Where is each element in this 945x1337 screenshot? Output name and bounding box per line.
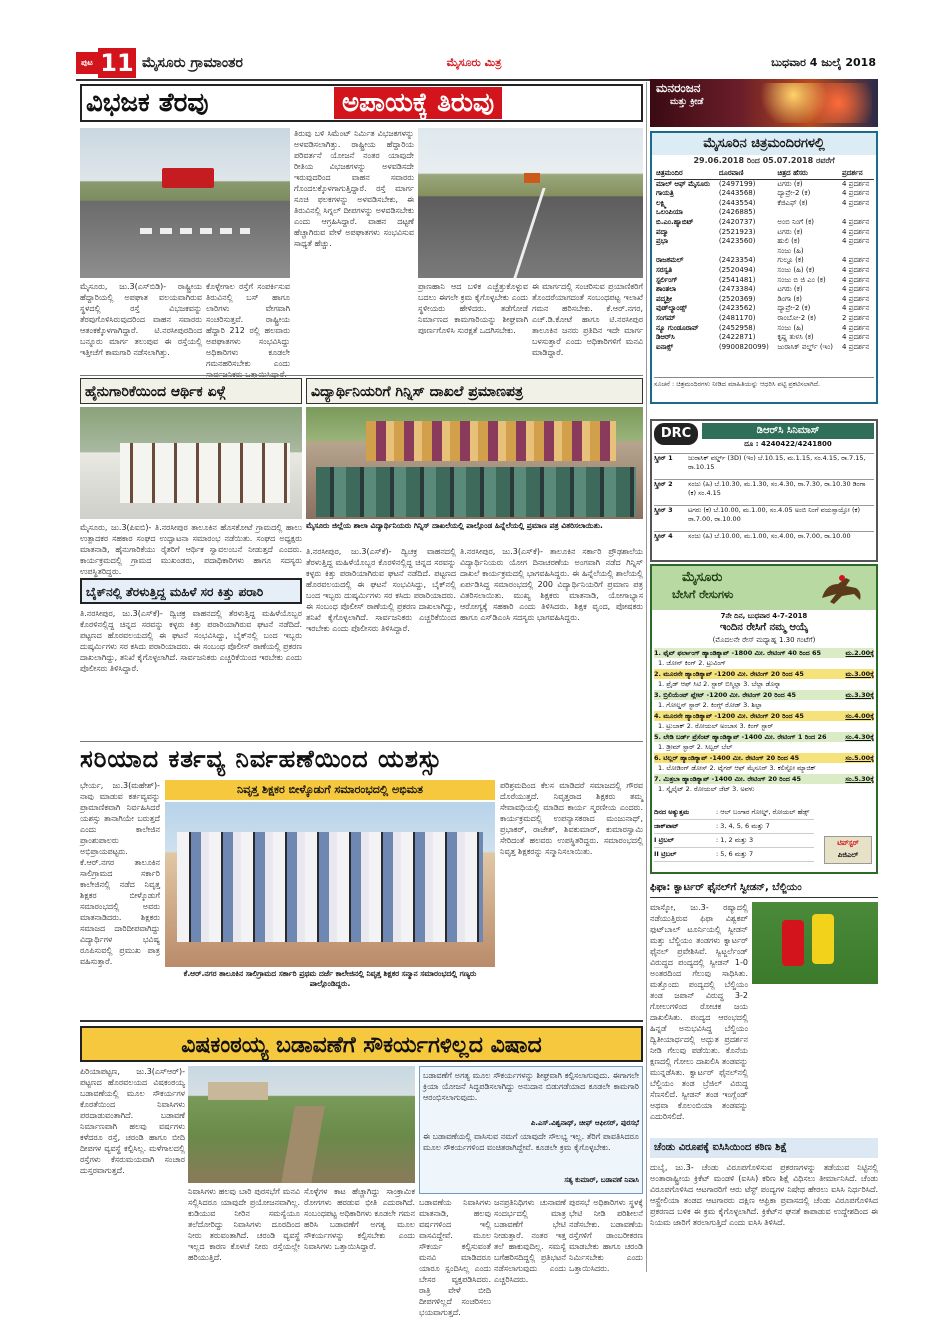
layout-col-2: ನಿವಾಸಿಗಳು ಹಲವು ಬಾರಿ ಪುರಸಭೆಗೆ ಮನವಿ ಸಲ್ಲಿಸಿದರೂ ಯಾವುದೇ ಪ್ರಯೋಜನವಾಗಿಲ್ಲ. ಕುಡಿಯುವ ನೀರಿನ ಸಮಸ್ಯೆಯೂ ತಲೆದೋರಿದ್ದು ನಿವಾಸಿಗಳು ದೂರದಿಂದ ನೀರು ತರುವಂತಾಗಿದೆ. ಚರಂಡಿ ವ್ಯವಸ್ಥೆ ಇಲ್ಲದ ಕಾರಣ ಕೊಳಚೆ ನೀರು ರಸ್ತೆಯಲ್ಲೇ ಹರಿಯುತ್ತಿದೆ. [188,1187,300,1262]
cinema-cell: 4 ಪ್ರದರ್ಶನ [841,304,870,313]
masthead: ಮೈಸೂರು ಮಿತ್ರ [446,56,502,69]
race-picks: 1. ಪ್ರೈಡ್ ಆಫ್ ಸಿಟಿ 2. ಸ್ಟಾರ್ ಬಿಸ್ಮಿಲ್ಲಾ 3. ಬೆಲ್ಲಾ ಡೊನ್ನಾ [658,680,781,688]
horticulture-photo [80,407,302,519]
cinema-row [654,179,874,189]
cinema-cell: (2423354) [718,256,756,265]
cinema-cell: (2423562) [718,304,756,313]
drc-screen-shows: ಸಂಜು (ಹಿ) ಬೆ.10.00, ಮ.1.00, ಸಂ.4.00, ರಾ.7.00, ರಾ.10.00 [688,532,851,540]
cinema-row [654,276,874,286]
race-entry [654,774,874,795]
cinema-row [654,228,874,238]
cinema-cell: ನ್ಯೂ ಗುಂಡೂರಾವ್ [656,323,699,332]
banner-stage-lights [760,83,872,123]
duty-photo [165,802,495,967]
race-summary-label: II ಟ್ರಿಬಲ್ [654,850,677,858]
race-picks: 1. ಲೋಡಿಂಗ್ ಡೋಸ್ 2. ಟೈಗರ್ ಆಫ್ ಮೈಸೂರ್ 3. ಕಲಿಸ್ಟೋ ಮ್ಯಾಜಿಕ್ [658,764,816,772]
races-subtitle: ಇಂದಿನ ರೇಸಿಗೆ ನಮ್ಮ ಆಯ್ಕೆ [719,622,809,633]
races-day: 7ನೇ ದಿನ, ಬುಧವಾರ 4-7-2018 [720,612,808,620]
duty-caption: ಕೆ.ಆರ್.ನಗರ ತಾಲೂಕಿನ ಸಾಲಿಗ್ರಾಮದ ಸರ್ಕಾರಿ ಪ್ರಥಮ ದರ್ಜೆ ಕಾಲೇಜಿನಲ್ಲಿ ನಿವೃತ್ತ ಶಿಕ್ಷಕರ ಸನ್ಮಾನ ಸಮಾರಂಭದಲ್ಲಿ ಗಣ್ಯರು ಪಾಲ್ಗೊಂಡಿದ್ದರು. [183,969,477,988]
horse-icon [816,570,868,606]
race-title: 7. ಮಿತ್ರಬಾ ಹ್ಯಾಂಡಿಕ್ಯಾಪ್ -1400 ಮೀ. ರೇಟಿಂಗ್ 20 ರಿಂದ 45 [654,775,802,783]
cinema-row [654,218,874,228]
race-entry [654,669,874,690]
layout-quote-2: ಈ ಬಡಾವಣೆಯಲ್ಲಿ ವಾಸಿಸುವ ನಮಗೆ ಯಾವುದೇ ಸೌಲಭ್ಯ ಇಲ್ಲ. ತೆರಿಗೆ ಪಾವತಿಸಿದರೂ ಮೂಲ ಸೌಕರ್ಯಗಳಿಂದ ವಂಚಿತರಾಗಿದ್ದೇವೆ. ಕೂಡಲೇ ಕ್ರಮ ಕೈಗೊಳ್ಳಬೇಕು. [423,1132,639,1152]
cinema-row [654,247,874,257]
race-time: ಸಂ.4.00ಕ್ಕೆ [845,712,874,720]
tipster-name: ಪಿಜಿಎಲ್ [837,851,859,859]
races-list [654,648,874,798]
cinema-cell: ರಾಂಬೋ-2 (ಕ) [777,313,817,322]
race-title: 6. ಟಿಲ್ಲರ್ ಹ್ಯಾಂಡಿಕ್ಯಾಪ್ -1400 ಮೀ. ರೇಟಿಂಗ್ 20 ರಿಂದ 45 [654,754,800,762]
cinema-cell: 4 ಪ್ರದರ್ಶನ [841,227,870,236]
cinema-cell: 2 ಪ್ರದರ್ಶನ [841,313,870,322]
cinema-cell: 4 ಪ್ರದರ್ಶನ [841,275,870,284]
football-photo [752,902,878,984]
cinema-table-header [654,169,874,179]
duty-body-right: ಪರಿಶ್ರಮದಿಂದ ಕೆಲಸ ಮಾಡಿದರೆ ಸಮಾಜದಲ್ಲಿ ಗೌರವ ದೊರೆಯುತ್ತದೆ. ನಿವೃತ್ತರಾದ ಶಿಕ್ಷಕರು ತಮ್ಮ ಸೇವಾವಧಿಯಲ್ಲಿ ಮಾಡಿದ ಕಾರ್ಯ ಸ್ಮರಣೀಯ ಎಂದರು. ಕಾರ್ಯಕ್ರಮದಲ್ಲಿ ಉಪನ್ಯಾಸಕರಾದ ಮಂಜುನಾಥ್, ಪ್ರಭಾಕರ್, ರಾಜೇಶ್, ಶಿವಕುಮಾರ್, ಕುಮಾರಸ್ವಾಮಿ ಸೇರಿದಂತೆ ಹಲವರು ಉಪಸ್ಥಿತರಿದ್ದರು. ಸಮಾರಂಭದಲ್ಲಿ ನಿವೃತ್ತ ಶಿಕ್ಷಕರನ್ನು ಸನ್ಮಾನಿಸಲಾಯಿತು. [500,781,643,856]
guinness-photo [306,407,643,519]
lead-headline-part2: ಅಪಾಯಕ್ಕೆ ತಿರುವು [334,87,502,119]
cinema-cell: (2473384) [718,285,756,294]
banner-subtitle: ಮತ್ತು ಕ್ರೀಡೆ [670,97,704,107]
layout-col-5: ಜನಪ್ರತಿನಿಧಿಗಳು ಚುನಾವಣೆ ಸಂದರ್ಭದಲ್ಲಿ ಮಾತ್ರ ಬಡಾವಣೆಗೆ ಭೇಟಿ ನೀಡುತ್ತಾರೆ. ನಂತರ ಇತ್ತ ತಲೆ ಹಾಕುವುದಿಲ್ಲ. ಸಮಸ್ಯೆ ಬಗೆಹರಿಸದಿದ್ದಲ್ಲಿ ಪ್ರತಿಭಟನೆ ನಡೆಸಲಾಗುವುದು ಎಂದು ಎಚ್ಚರಿಸಿದರು. [494,1198,566,1284]
race-header [654,690,874,700]
cinema-cell: ಗಾಯತ್ರಿ [656,189,674,198]
layout-quote-box [419,1066,643,1194]
races-summary [654,806,814,868]
cinema-cell: ಹುಲಿ (ಕ) [777,237,800,246]
race-time: ಸಂ.5.30ಕ್ಕೆ [845,775,874,783]
football-body: ಮಾಸ್ಕೋ, ಜು.3- ರಷ್ಯಾದಲ್ಲಿ ನಡೆಯುತ್ತಿರುವ ಫಿಫಾ ವಿಶ್ವಕಪ್ ಫುಟ್‌ಬಾಲ್ ಟೂರ್ನಿಯಲ್ಲಿ ಸ್ವೀಡನ್ ಮತ್ತು ಬೆಲ್ಜಿಯಂ ತಂಡಗಳು ಕ್ವಾರ್ಟರ್ ಫೈನಲ್ ಪ್ರವೇಶಿಸಿವೆ. ಸ್ವಿಟ್ಜರ್ಲೆಂಡ್ ವಿರುದ್ಧದ ಪಂದ್ಯದಲ್ಲಿ ಸ್ವೀಡನ್ 1-0 ಅಂತರದಿಂದ ಗೆಲುವು ಸಾಧಿಸಿತು. ಮತ್ತೊಂದು ಪಂದ್ಯದಲ್ಲಿ ಬೆಲ್ಜಿಯಂ ತಂಡ ಜಪಾನ್ ವಿರುದ್ಧ 3-2 ಗೋಲುಗಳಿಂದ ರೋಚಕ ಜಯ ದಾಖಲಿಸಿತು. ಪಂದ್ಯದ ಆರಂಭದಲ್ಲಿ ಹಿನ್ನಡೆ ಅನುಭವಿಸಿದ್ದ ಬೆಲ್ಜಿಯಂ ದ್ವಿತೀಯಾರ್ಧದಲ್ಲಿ ಅದ್ಭುತ ಪ್ರದರ್ಶನ ನೀಡಿ ಗೆಲುವು ಪಡೆಯಿತು. ಕೊನೆಯ ಕ್ಷಣದಲ್ಲಿ ಗೋಲು ದಾಖಲಿಸಿ ತಂಡವನ್ನು ಮುನ್ನಡೆಸಿತು. ಕ್ವಾರ್ಟರ್ ಫೈನಲ್‌ನಲ್ಲಿ ಬೆಲ್ಜಿಯಂ ತಂಡ ಬ್ರೆಜಿಲ್ ವಿರುದ್ಧ ಸೆಣಸಲಿದೆ. ಸ್ವೀಡನ್ ತಂಡ ಇಂಗ್ಲೆಂಡ್ ಅಥವಾ ಕೊಲಂಬಿಯಾ ತಂಡವನ್ನು ಎದುರಿಸಲಿದೆ. [650,903,748,1121]
drc-screen-row [654,531,874,557]
race-header [654,774,874,784]
cinema-cell: (2426885) [718,208,756,217]
race-picks: 1. ಗೋಲ್ಡನ್ ಸ್ಟಾರ್ 2. ಕಿಂಗ್ಸ್ ರೋಡ್ 3. ಶಿಲ್ಪಾ [658,701,762,709]
cinema-cell: (2423560) [718,237,756,246]
race-summary-label: ಜಾಕ್‌ಪಾಟ್ [654,822,679,830]
cinema-cell: ಕೃಷ್ಣ ತುಳಸಿ (ಕ) [777,333,814,342]
race-header [654,753,874,763]
cinema-table [654,169,874,352]
cinema-cell: (2497199) [718,179,756,188]
layout-headline: ವಿಷಕಂಠಯ್ಯ ಬಡಾವಣೆಗೆ ಸೌಕರ್ಯಗಳಿಲ್ಲದ ವಿಷಾದ [80,1026,643,1062]
rule-duty-bottom [80,1020,643,1022]
drc-screen-label: ಸ್ಕ್ರೀನ್ 1 [654,454,673,462]
drc-title: ಡಿಆರ್‌ಸಿ ಸಿನಿಮಾಸ್ [702,423,874,439]
race-time: ಮ.2.00ಕ್ಕೆ [845,649,874,657]
race-entry [654,690,874,711]
guinness-body: ತಿ.ನರಸೀಪುರ, ಜು.3(ಎಸ್‌ಕೆ)- ತಾಲೂಕಿನ ಸರ್ಕಾರಿ ಪ್ರೌಢಶಾಲೆಯ ವಿದ್ಯಾರ್ಥಿನಿಯರು ಯೋಗ ದಿನಾಚರಣೆಯ ಅಂಗವಾಗಿ ನಡೆದ ಗಿನ್ನಿಸ್ ದಾಖಲೆ ಕಾರ್ಯಕ್ರಮದಲ್ಲಿ ಭಾಗವಹಿಸಿದ್ದರು. ಈ ಹಿನ್ನೆಲೆಯಲ್ಲಿ ಶಾಲೆಯಲ್ಲಿ ಏರ್ಪಡಿಸಿದ್ದ ಸಮಾರಂಭದಲ್ಲಿ 200 ವಿದ್ಯಾರ್ಥಿನಿಯರಿಗೆ ಪ್ರಮಾಣ ಪತ್ರ ವಿತರಿಸಲಾಯಿತು. ಮುಖ್ಯ ಶಿಕ್ಷಕರು ಮಾತನಾಡಿ, ಯೋಗಾಭ್ಯಾಸ ಆರೋಗ್ಯಕ್ಕೆ ಸಹಕಾರಿ ಎಂದು ತಿಳಿಸಿದರು. ಶಿಕ್ಷಕ ವೃಂದ, ಪೋಷಕರು ಹಾಗೂ ಎಸ್‌ಡಿಎಂಸಿ ಸದಸ್ಯರು ಭಾಗವಹಿಸಿದ್ದರು. [460,547,643,622]
cinema-cell: (2443554) [718,198,756,207]
cinema-cell: ಲಕ್ಷ್ಮಿ [656,198,667,207]
cinema-cell [840,247,874,257]
race-entry [654,648,874,669]
cinema-cell [717,247,776,257]
cinema-cell: 4 ಪ್ರದರ್ಶನ [841,179,870,188]
layout-col-4: ಬಡಾವಣೆಯ ನಿವಾಸಿಗಳು ಮಾತನಾಡಿ, ಹಲವು ವರ್ಷಗಳಿಂದ ಇಲ್ಲಿ ವಾಸವಿದ್ದೇವೆ. ಮೂಲ ಸೌಕರ್ಯ ಕಲ್ಪಿಸುವಂತೆ ಮನವಿ ಮಾಡಿದರೂ ಯಾರೂ ಸ್ಪಂದಿಸಿಲ್ಲ ಎಂದು ಬೇಸರ ವ್ಯಕ್ತಪಡಿಸಿದರು. ರಾತ್ರಿ ವೇಳೆ ಬೀದಿ ದೀಪಗಳಿಲ್ಲದೆ ಸಂಚರಿಸಲು ಭಯವಾಗುತ್ತದೆ. [419,1198,491,1317]
cinema-cell: 4 ಪ್ರದರ್ಶನ [841,198,870,207]
cinema-cell: ಸಂಜು (ಹಿ) [777,246,804,255]
cinema-cell: ಸರಸ್ವತಿ [656,265,673,274]
cinema-cell: ಪ್ರಭಾ [656,237,669,246]
cinema-row [654,199,874,209]
drc-screen-shows: ಟಗರು (ಕ) ಬೆ.10.00, ಮ.1.00, ಸಂ.4.05 ಅಂಬಿ ನಿಂಗೆ ವಯಸ್ಸಾಯ್ತೋ (ಕ) ರಾ.7.00, ರಾ.10.00 [688,506,860,523]
cinema-cell: ಕೆಜಿಎಫ್ (ಕ) [777,198,808,207]
cinema-note: ಸೂಚನೆ : ಚಿತ್ರಮಂದಿರಗಳು ನೀಡಿದ ಮಾಹಿತಿಯನ್ನು ಆಧರಿಸಿ ಪಟ್ಟಿ ಪ್ರಕಟಿಸಲಾಗಿದೆ. [654,377,874,401]
building-shape [208,1082,268,1100]
race-summary-row [654,806,814,820]
cinema-cell: 4 ಪ್ರದರ್ಶನ [841,217,870,226]
ball-body: ದುಬೈ, ಜು.3- ಚೆಂಡು ವಿರೂಪಗೊಳಿಸುವ ಪ್ರಕರಣಗಳನ್ನು ತಡೆಯುವ ನಿಟ್ಟಿನಲ್ಲಿ ಅಂತಾರಾಷ್ಟ್ರೀಯ ಕ್ರಿಕೆಟ್ ಮಂಡಳಿ (ಐಸಿಸಿ) ಕಠಿಣ ಶಿಕ್ಷೆ ವಿಧಿಸಲು ತೀರ್ಮಾನಿಸಿದೆ. ಚೆಂಡು ವಿರೂಪಗೊಳಿಸಿದ ಆಟಗಾರರಿಗೆ ಆರು ಟೆಸ್ಟ್ ಪಂದ್ಯಗಳ ನಿಷೇಧ ಹೇರಲು ಐಸಿಸಿ ನಿರ್ಧರಿಸಿದೆ. ಆಸ್ಟ್ರೇಲಿಯಾ ತಂಡದ ಆಟಗಾರರು ದಕ್ಷಿಣ ಆಫ್ರಿಕಾ ಪ್ರವಾಸದಲ್ಲಿ ಚೆಂಡು ವಿರೂಪಗೊಳಿಸಿದ ಪ್ರಕರಣದ ಬಳಿಕ ಈ ಕ್ರಮ ಕೈಗೊಳ್ಳಲಾಗಿದೆ. ಕ್ರಿಕೆಟ್‌ನ ಘನತೆ ಕಾಪಾಡುವ ಉದ್ದೇಶದಿಂದ ಈ ನಿಯಮ ಜಾರಿಗೆ ತರಲಾಗುತ್ತಿದೆ ಎಂದು ಐಸಿಸಿ ತಿಳಿಸಿದೆ. [650,1163,878,1227]
layout-photo [188,1066,415,1183]
cinema-cell: ಸಂಜು (ಹಿ) [777,323,804,332]
lead-para-2: ಕೊಳ್ಳೇಗಾಲ ರಸ್ತೆಗೆ ಸಂಪರ್ಕಿಸುವ ತಿರುವಿನಲ್ಲಿ ಬಸ್ ಹಾಗೂ ಲಾರಿಗಳು ವೇಗವಾಗಿ ಸಂಚರಿಸುತ್ತವೆ. ರಾಷ್ಟ್ರೀಯ ಹೆದ್ದಾರಿ 212 ರಲ್ಲಿ ಹಲವಾರು ಅಪಘಾತಗಳು ಸಂಭವಿಸಿದ್ದು ಅಧಿಕಾರಿಗಳು ಕೂಡಲೇ ಗಮನಹರಿಸಬೇಕು ಎಂದು [206,282,290,368]
cinema-row [654,304,874,314]
cinema-cell: ಐನಾಕ್ಸ್ [656,342,673,351]
layout-col-6: ಪುರಸಭೆ ಅಧಿಕಾರಿಗಳು ಸ್ಥಳಕ್ಕೆ ಭೇಟಿ ನೀಡಿ ಪರಿಶೀಲನೆ ನಡೆಸಬೇಕು. ಬಡಾವಣೆಯ ರಸ್ತೆಗಳಿಗೆ ಡಾಂಬರೀಕರಣ ಮಾಡಬೇಕು ಹಾಗೂ ಚರಂಡಿ ನಿರ್ಮಿಸಬೇಕು ಎಂದು ಒತ್ತಾಯಿಸಿದರು. [569,1198,643,1273]
cinema-cell: (2452958) [718,323,756,332]
race-picks: 1. ಟ್ರುಬಾಕ್ 2. ರೋಯಲ್ ಅಂಬಾಸ 3. ಕಿಂಗ್ ಸ್ಟಾರ್ [658,722,774,730]
cinema-row [654,314,874,324]
race-title: 5. ಲೇಡಿ ಬರ್ಡ್ ಪ್ರೆಸೆಂಟ್ ಹ್ಯಾಂಡಿಕ್ಯಾಪ್ -1400 ಮೀ. ರೇಟಿಂಗ್ 1 ರಿಂದ 26 [654,733,827,741]
cinema-cell: ಶಾಂತಲಾ [656,285,677,294]
drc-screen-shows: ಸಂಜು (ಹಿ) ಬೆ.10.30, ಮ.1.30, ಸಂ.4.30, ರಾ.7.30, ರಾ.10.30 ಡಿಂಗಾ (ಕ) ಸಂ.4.15 [688,480,866,497]
races-title-2: ಬೇಸಿಗೆ ರೇಸುಗಳು [672,588,734,601]
cinema-row [654,208,874,218]
race-header [654,711,874,721]
player-red [782,920,804,966]
drc-screen-shows: ಜುರಾಸಿಕ್ ವರ್ಲ್ಡ್ (3D) (ಇಂ) ಬೆ.10.15, ಮ.1.15, ಸಂ.4.15, ರಾ.7.15, ರಾ.10.15 [688,454,866,471]
cinema-col-header: ಪ್ರದರ್ಶನ [841,169,863,177]
teachers-group [177,832,483,942]
race-time: ಮ.3.30ಕ್ಕೆ [845,691,874,699]
layout-quote-1-by: ಪಿ.ಎಸ್.ವಿಶ್ವನಾಥ್, ಚೀಫ್ ಆಫೀಸರ್, ಪುರಸಭೆ [530,1119,639,1127]
cinema-col-header: ಚಿತ್ರಮಂದಿರ [656,169,683,177]
cinema-cell: ಟಗರು (ಕ) [777,179,803,188]
cinema-cell: ಅಂಬಿ ನಿಂಗೆ (ಕ) [777,217,814,226]
page-label: ಪುಟ [76,52,98,74]
cinema-cell: 4 ಪ್ರದರ್ಶನ [841,342,870,351]
race-summary-label: ದಿನದ ಅತ್ಯುತ್ತಮ [654,808,690,816]
cinema-cell: (2521923) [718,227,756,236]
drc-screen-row [654,453,874,479]
rule-mid [80,741,643,742]
cinema-row [654,324,874,334]
page-number: 11 [98,48,136,78]
cinema-cell: ಪದ್ಮಾ [656,227,669,236]
cinema-cell: 4 ಪ್ರದರ್ಶನ [841,189,870,198]
rule-lead-bottom [80,375,643,376]
cinema-cell: (9900820099) [718,342,769,351]
race-summary-row [654,820,814,834]
football-headline: ಫಿಫಾ: ಕ್ವಾರ್ಟರ್ ಫೈನಲ್‌ಗೆ ಸ್ವೀಡನ್, ಬೆಲ್ಜಿಯಂ [650,878,878,898]
cinema-row [654,343,874,353]
layout-col-3: ಸೊಳ್ಳೆಗಳ ಕಾಟ ಹೆಚ್ಚಾಗಿದ್ದು ಸಾಂಕ್ರಾಮಿಕ ರೋಗಗಳು ಹರಡುವ ಭೀತಿ ಎದುರಾಗಿದೆ. ಸಂಬಂಧಪಟ್ಟ ಅಧಿಕಾರಿಗಳು ಕೂಡಲೇ ಗಮನ ಹರಿಸಿ ಬಡಾವಣೆಗೆ ಅಗತ್ಯ ಮೂಲ ಸೌಕರ್ಯಗಳನ್ನು ಕಲ್ಪಿಸಬೇಕು ಎಂದು ನಿವಾಸಿಗಳು ಒತ್ತಾಯಿಸಿದ್ದಾರೆ. [304,1187,415,1251]
races-header [652,566,876,610]
page-header [76,48,876,78]
race-summary-row [654,848,814,862]
race-title: 3. ಬ್ರಿಲಿಯೆಂಟ್ ಪ್ಲೇಟ್ -1200 ಮೀ. ರೇಟಿಂಗ್ 20 ರಿಂದ 45 [654,691,797,699]
horticulture-headline: ಹೈನುಗಾರಿಕೆಯಿಂದ ಆರ್ಥಿಕ ಏಳ್ಗೆ [80,378,302,404]
races-start: (ಮೊದಲನೇ ರೇಸ್ ಮಧ್ಯಾಹ್ನ 1.30 ಗಂಟೆಗೆ) [712,636,816,644]
race-picks: 1. ಸ್ಕೈಲೈಟ್ 2. ರೋಯಲ್ ಜೆಟ್ 3. ಅವಳು [658,785,755,793]
cinema-cell [840,208,874,218]
cinema-cell: ಡಿಂಗಾ (ಕ) [777,294,803,303]
cinema-row [654,189,874,199]
section-name: ಮೈಸೂರು ಗ್ರಾಮಾಂತರ [142,55,243,71]
cinema-cell: ಪದ್ಮಶ್ರೀ [656,294,673,303]
race-header [654,669,874,679]
banner-title: ಮನರಂಜನ [656,81,701,95]
race-header [654,732,874,742]
race-picks: 1. ಡ್ರೀಮ್ ಸ್ಟಾರ್ 2. ಸಿಲ್ವರ್ ಬೆಲ್ [658,743,733,751]
drc-cinemas [650,419,878,562]
cinema-cell: ಡಿಆರ್‌ಸಿ [656,333,675,342]
cinema-cell: ಸಂಜು ಬಿ ಜಿ ಎಂ (ಕ) [777,275,826,284]
cinema-cell: ಸಂಗಮ್ [656,313,676,322]
cinema-cell: (2420737) [718,217,756,226]
students-group [316,467,636,517]
dirt-path [281,1106,325,1183]
race-time: ಸಂ.5.00ಕ್ಕೆ [845,754,874,762]
race-header [654,648,874,658]
duty-subheadline: ನಿವೃತ್ತ ಶಿಕ್ಷಕರ ಬೀಳ್ಕೊಡುಗೆ ಸಮಾರಂಭದಲ್ಲಿ ಅಭಿಮತ [165,780,495,800]
race-entry [654,732,874,753]
cinema-cell: 4 ಪ್ರದರ್ಶನ [841,256,870,265]
drc-screen-row [654,505,874,531]
tipster-badge [824,836,872,864]
officials-row [366,421,616,461]
cinema-cell [775,208,840,218]
drc-screen-label: ಸ್ಕ್ರೀನ್ 3 [654,506,673,514]
cinema-cell: ದ್ಯಾವ್ರೇ-2 (ಕ) [777,304,811,313]
cinema-cell: ಮಾಲ್ ಆಫ್ ಮೈಸೂರು [656,179,710,188]
race-entry [654,753,874,774]
drc-screen-row [654,479,874,505]
cinema-row [654,333,874,343]
road-markings [140,228,250,234]
race-title: 4. ಮೂರನೇ ಹ್ಯಾಂಡಿಕ್ಯಾಪ್ -1200 ಮೀ. ರೇಟಿಂಗ್ 20 ರಿಂದ 45 [654,712,804,720]
entertainment-banner [650,79,878,127]
tipster-label: ಟಿಪ್‌ಸ್ಟರ್ [837,839,859,847]
bike-body: ತಿ.ನರಸೀಪುರ, ಜು.3(ಎಸ್‌ಕೆ)- ದ್ವಿಚಕ್ರ ವಾಹನದಲ್ಲಿ ತೆರಳುತ್ತಿದ್ದ ಮಹಿಳೆಯೊಬ್ಬರ ಕೊರಳಿನಲ್ಲಿದ್ದ ಚಿನ್ನದ ಸರವನ್ನು ಕಳ್ಳರು ಕಿತ್ತು ಪರಾರಿಯಾಗಿರುವ ಘಟನೆ ನಡೆದಿದೆ. ಪಟ್ಟಣದ ಹೊರವಲಯದಲ್ಲಿ ಈ ಘಟನೆ ಸಂಭವಿಸಿದ್ದು, ಬೈಕ್‌ನಲ್ಲಿ ಬಂದ ಇಬ್ಬರು ದುಷ್ಕರ್ಮಿಗಳು ಸರ ಕಸಿದು ಪರಾರಿಯಾದರು. ಈ ಸಂಬಂಧ ಪೊಲೀಸ್ ಠಾಣೆಯಲ್ಲಿ ಪ್ರಕರಣ ದಾಖಲಾಗಿದ್ದು, ತನಿಖೆ ಕೈಗೊಳ್ಳಲಾಗಿದೆ. ಸಾರ್ವಜನಿಕರು ಎಚ್ಚರಿಕೆಯಿಂದ ಇರಬೇಕು ಎಂದು ಪೊಲೀಸರು ತಿಳಿಸಿದ್ದಾರೆ. [80,609,302,673]
race-title: 2. ಮೂರನೇ ಹ್ಯಾಂಡಿಕ್ಯಾಪ್ -1200 ಮೀ. ರೇಟಿಂಗ್ 20 ರಿಂದ 45 [654,670,804,678]
road-photo-right [418,128,643,278]
lead-headline [80,84,643,122]
cinema-cell: 4 ಪ್ರದರ್ಶನ [841,285,870,294]
lead-para-1: ಮೈಸೂರು, ಜು.3(ಎಸ್‌ಬಿಡಿ)- ರಾಷ್ಟ್ರೀಯ ಹೆದ್ದಾರಿಯಲ್ಲಿ ಅಪಘಾತ ವಲಯವಾಗಿರುವ ಸ್ಥಳದಲ್ಲಿ ರಸ್ತೆ ವಿಭಜಕವನ್ನು ತೆರವುಗೊಳಿಸಿರುವುದರಿಂದ ವಾಹನ ಸವಾರರು ಆತಂಕಕ್ಕೊಳಗಾಗಿದ್ದಾರೆ. ಟಿ.ನರಸೀಪುರದಿಂದ ಬನ್ನೂರು ಮಾರ್ಗ ತಲುಪುವ ಈ ರಸ್ತೆಯಲ್ಲಿ ಇತ್ತೀಚೆಗೆ ಕಾಮಗಾರಿ ನಡೆಸಲಾಗಿತ್ತು. [80,282,202,357]
bike-headline: ಬೈಕ್‌ನಲ್ಲಿ ತೆರಳುತ್ತಿದ್ದ ಮಹಿಳೆ ಸರ ಕಿತ್ತು ಪರಾರಿ [80,578,302,604]
cinema-cell: 4 ಪ್ರದರ್ಶನ [841,265,870,274]
cinema-cell: ಟಗರು (ಕ) [777,227,803,236]
cinema-cell: 4 ಪ್ರದರ್ಶನ [841,333,870,342]
race-time: ಮ.3.00ಕ್ಕೆ [845,670,874,678]
lead-para-5: ಈ ಮಾರ್ಗದಲ್ಲಿ ಸಂಚರಿಸುವ ಪ್ರಯಾಣಿಕರಿಗೆ ತೊಂದರೆಯಾಗದಂತೆ ಸಂಬಂಧಪಟ್ಟ ಇಲಾಖೆ ಗಮನ ಹರಿಸಬೇಕು. ಕೆ.ಆರ್.ನಗರ, ಎಚ್.ಡಿ.ಕೋಟೆ ಹಾಗೂ ಟಿ.ನರಸೀಪುರ ತಾಲೂಕಿನ ಜನರು ಪ್ರತಿದಿನ ಇದೇ ಮಾರ್ಗ ಬಳಸುತ್ತಾರೆ ಎಂದು ಅಧಿಕಾರಿಗಳಿಗೆ ಮನವಿ ಮಾಡಿದ್ದಾರೆ. [532,282,643,357]
lead-headline-part1: ವಿಭಜಕ ತೆರವು [86,88,209,118]
people-group [120,443,290,503]
cinema-dates: 29.06.2018 ರಿಂದ 05.07.2018 ರವರೆಗೆ [693,156,835,165]
cinema-cell: (2422871) [718,333,756,342]
bus-shape [162,168,214,188]
ball-headline: ಚೆಂಡು ವಿರೂಪಕ್ಕೆ ಐಸಿಸಿಯಿಂದ ಕಠಿಣ ಶಿಕ್ಷೆ [650,1138,878,1158]
cinema-cell: 4 ಪ್ರದರ್ಶನ [841,237,870,246]
cinema-row [654,237,874,247]
road-photo-left [80,128,290,278]
race-summary-value: : ಆಲ್ ಬಂಗಾರ ಗೋಲ್ಡ್, ರೋಯಲ್ ಹೆಡ್ಸ್ [716,808,810,816]
cinema-cell: ದ್ಯಾವ್ರೇ-2 (ಕ) [777,189,811,198]
cinema-cell: 4 ಪ್ರದರ್ಶನ [841,323,870,332]
cinema-cell: (2481170) [718,313,756,322]
column-rule-right [646,82,647,1272]
drc-screen-label: ಸ್ಕ್ರೀನ್ 4 [654,532,673,540]
race-summary-row [654,834,814,848]
truck-shape [524,173,540,183]
lead-para-3: ತಿರುವು ಬಳಿ ಸಿಮೆಂಟ್ ನಿರ್ಮಿತ ವಿಭಜಕಗಳನ್ನು ಅಳವಡಿಸಲಾಗಿತ್ತು. ರಾಷ್ಟ್ರೀಯ ಹೆದ್ದಾರಿಯ ಪರಿವರ್ತನೆ ಯೋಜನೆ ನಂತರ ಯಾವುದೇ ರೀತಿಯ ವಿಭಜಕಗಳನ್ನು ಅಳವಡಿಸದೇ ಇರುವುದರಿಂದ ವಾಹನ ಸವಾರರು ಗೊಂದಲಕ್ಕೊಳಗಾಗುತ್ತಿದ್ದಾರೆ. ರಸ್ತೆ ಮಾರ್ಗ ಸೂಚಿ ಫಲಕಗಳನ್ನು ಅಳವಡಿಸಬೇಕು, ಈ ತಿರುವಿನಲ್ಲಿ ಸಿಗ್ನಲ್ ದೀಪಗಳನ್ನು ಅಳವಡಿಸಬೇಕು ಎಂದು ಆಗ್ರಹಿಸಿದ್ದಾರೆ. ವಾಹನ ದಟ್ಟಣೆ ಹೆಚ್ಚಾಗಿರುವ ವೇಳೆ ಅಪಘಾತಗಳು ಸಂಭವಿಸುವ ಸಾಧ್ಯತೆ ಹೆಚ್ಚು. [294,129,414,248]
layout-quote-1: ಬಡಾವಣೆಗೆ ಅಗತ್ಯ ಮೂಲ ಸೌಕರ್ಯಗಳನ್ನು ಶೀಘ್ರವಾಗಿ ಕಲ್ಪಿಸಲಾಗುವುದು. ಈಗಾಗಲೇ ಕ್ರಿಯಾ ಯೋಜನೆ ಸಿದ್ಧಪಡಿಸಲಾಗಿದ್ದು ಅನುದಾನ ಬಿಡುಗಡೆಯಾದ ಕೂಡಲೇ ಕಾಮಗಾರಿ ಆರಂಭಿಸಲಾಗುವುದು. [423,1071,639,1102]
layout-col-1: ಪಿರಿಯಾಪಟ್ಟಣ, ಜು.3(ಎಸ್‌ಆರ್)- ಪಟ್ಟಣದ ಹೊರವಲಯದ ವಿಷಕಂಠಯ್ಯ ಬಡಾವಣೆಯಲ್ಲಿ ಮೂಲ ಸೌಕರ್ಯಗಳ ಕೊರತೆಯಿಂದ ನಿವಾಸಿಗಳು ಪರದಾಡುವಂತಾಗಿದೆ. ಬಡಾವಣೆ ನಿರ್ಮಾಣವಾಗಿ ಹಲವು ವರ್ಷಗಳು ಕಳೆದರೂ ರಸ್ತೆ, ಚರಂಡಿ ಹಾಗೂ ಬೀದಿ ದೀಪಗಳ ವ್ಯವಸ್ಥೆ ಕಲ್ಪಿಸಿಲ್ಲ. ಮಳೆಗಾಲದಲ್ಲಿ ರಸ್ತೆಗಳು ಕೆಸರುಮಯವಾಗಿ ಸಂಚಾರ ದುಸ್ತರವಾಗುತ್ತದೆ. [80,1067,185,1175]
cinema-cell: (2520369) [718,294,756,303]
cinema-row [654,256,874,266]
cinema-cell: ಬಿ.ಎಂ.ಹ್ಯಾಬಿಟ್ [656,217,694,226]
drc-phone: ದೂ : 4240422/4241800 [744,440,832,448]
drc-logo: DRC [654,423,698,445]
race-picks: 1. ಜೋನ್ ಕಿಂಗ್ 2. ಟ್ರುವಿಂಗ್ [658,659,726,667]
cinema-cell: (2541481) [718,275,756,284]
cinema-cell: (2443568) [718,189,756,198]
cinema-cell: ಟಗರು (ಕ) [777,285,803,294]
cinema-listing [650,131,878,404]
drc-screens [654,453,874,558]
cinema-col-header: ದೂರವಾಣಿ [718,169,744,177]
race-summary-label: I ಟ್ರಿಬಲ್ [654,836,674,844]
duty-body-left: ಭೇರ್ಯ, ಜು.3(ಮಹೇಶ್)- ನಾವು ಮಾಡುವ ಕರ್ತವ್ಯವನ್ನು ಪ್ರಾಮಾಣಿಕವಾಗಿ ನಿರ್ವಹಿಸಿದರೆ ಯಶಸ್ಸು ತಾನಾಗಿಯೇ ಬರುತ್ತದೆ ಎಂದು ಕಾಲೇಜಿನ ಪ್ರಾಂಶುಪಾಲರು ಅಭಿಪ್ರಾಯಪಟ್ಟರು. ಕೆ.ಆರ್.ನಗರ ತಾಲೂಕಿನ ಸಾಲಿಗ್ರಾಮದ ಸರ್ಕಾರಿ ಕಾಲೇಜಿನಲ್ಲಿ ನಡೆದ ನಿವೃತ್ತ ಶಿಕ್ಷಕರ ಬೀಳ್ಕೊಡುಗೆ ಸಮಾರಂಭದಲ್ಲಿ ಅವರು ಮಾತನಾಡಿದರು. ಶಿಕ್ಷಕರು ಸಮಾಜದ ದಾರಿದೀಪವಾಗಿದ್ದು ವಿದ್ಯಾರ್ಥಿಗಳ ಭವಿಷ್ಯ ರೂಪಿಸುವಲ್ಲಿ ಪ್ರಮುಖ ಪಾತ್ರ ವಹಿಸುತ್ತಾರೆ. [80,781,160,966]
drc-screen-label: ಸ್ಕ್ರೀನ್ 2 [654,480,673,488]
cinema-row [654,295,874,305]
cinema-cell: ಜುರಾಸಿಕ್ ವರ್ಲ್ಡ್ (ಇಂ) [777,342,833,351]
cinema-row [654,266,874,276]
race-title: 1. ಫೈವ್ ಫರ್ಲಾಂಗ್ ಹ್ಯಾಂಡಿಕ್ಯಾಪ್ -1800 ಮೀ. ರೇಟಿಂಗ್ 40 ರಿಂದ 65 [654,649,822,657]
cinema-cell: ವುಡ್‌ಲ್ಯಾಂಡ್ಸ್ [656,304,687,313]
guinness-body-continued: ತಿ.ನರಸೀಪುರ, ಜು.3(ಎಸ್‌ಕೆ)- ದ್ವಿಚಕ್ರ ವಾಹನದಲ್ಲಿ ತೆರಳುತ್ತಿದ್ದ ಮಹಿಳೆಯೊಬ್ಬರ ಕೊರಳಿನಲ್ಲಿದ್ದ ಚಿನ್ನದ ಸರವನ್ನು ಕಳ್ಳರು ಕಿತ್ತು ಪರಾರಿಯಾಗಿರುವ ಘಟನೆ ನಡೆದಿದೆ. ಪಟ್ಟಣದ ಹೊರವಲಯದಲ್ಲಿ ಈ ಘಟನೆ ಸಂಭವಿಸಿದ್ದು, ಬೈಕ್‌ನಲ್ಲಿ ಬಂದ ಇಬ್ಬರು ದುಷ್ಕರ್ಮಿಗಳು ಸರ ಕಸಿದು ಪರಾರಿಯಾದರು. ಈ ಸಂಬಂಧ ಪೊಲೀಸ್ ಠಾಣೆಯಲ್ಲಿ ಪ್ರಕರಣ ದಾಖಲಾಗಿದ್ದು, ತನಿಖೆ ಕೈಗೊಳ್ಳಲಾಗಿದೆ. ಸಾರ್ವಜನಿಕರು ಎಚ್ಚರಿಕೆಯಿಂದ ಇರಬೇಕು ಎಂದು ಪೊಲೀಸರು ತಿಳಿಸಿದ್ದಾರೆ. [306,546,456,740]
race-summary-value: : 1, 2 ಮತ್ತು 3 [716,836,754,844]
duty-headline: ಸರಿಯಾದ ಕರ್ತವ್ಯ ನಿರ್ವಹಣೆಯಿಂದ ಯಶಸ್ಸು [80,745,443,773]
cinema-cell: (2520494) [718,265,756,274]
cinema-row [654,285,874,295]
horticulture-body: ಮೈಸೂರು, ಜು.3(ಪಿಐಬಿ)- ತಿ.ನರಸೀಪುರ ತಾಲೂಕಿನ ಹೊಸಕೋಟೆ ಗ್ರಾಮದಲ್ಲಿ ಹಾಲು ಉತ್ಪಾದಕರ ಸಹಕಾರ ಸಂಘದ ಉದ್ಘಾಟನಾ ಸಮಾರಂಭ ನಡೆಯಿತು. ಸಂಘದ ಅಧ್ಯಕ್ಷರು ಮಾತನಾಡಿ, ಹೈನುಗಾರಿಕೆಯು ರೈತರಿಗೆ ಆರ್ಥಿಕ ಸ್ವಾವಲಂಬನೆ ನೀಡುತ್ತದೆ ಎಂದರು. ಕಾರ್ಯಕ್ರಮದಲ್ಲಿ ಗ್ರಾಮದ ಮುಖಂಡರು, ಪದಾಧಿಕಾರಿಗಳು ಹಾಗೂ ಸದಸ್ಯರು ಉಪಸ್ಥಿತರಿದ್ದರು. [80,523,302,576]
cinema-heading: ಮೈಸೂರಿನ ಚಿತ್ರಮಂದಿರಗಳಲ್ಲಿ [652,133,876,155]
race-time: ಸಂ.4.30ಕ್ಕೆ [845,733,874,741]
races-box [650,564,878,874]
cinema-table-wrap [654,169,874,375]
cinema-cell [654,247,717,257]
lane-line [513,188,545,278]
cinema-cell: ಸಂಜು (ಹಿ) (ಕ) [777,265,815,274]
race-summary-value: : 5, 6 ಮತ್ತು 7 [716,850,754,858]
cinema-cell: ಸ್ಟರ್ಲಿಂಗ್ [656,275,678,284]
cinema-cell: ಒಲಂಪಿಯಾ [656,208,683,217]
lead-para-4: ಪ್ರಾಣಹಾನಿ ಆದ ಬಳಿಕ ಎಚ್ಚೆತ್ತುಕೊಳ್ಳುವ ಬದಲು ಈಗಲೇ ಕ್ರಮ ಕೈಗೊಳ್ಳಬೇಕು ಎಂದು ಸ್ಥಳೀಯರು ಹೇಳಿದರು. ತಡೆಗೋಡೆ ನಿರ್ಮಾಣದ ಕಾಮಗಾರಿಯನ್ನು ಶೀಘ್ರವಾಗಿ ಪೂರ್ಣಗೊಳಿಸಿ ಸುರಕ್ಷತೆ ಒದಗಿಸಬೇಕು. [418,282,528,335]
cinema-cell: 4 ಪ್ರದರ್ಶನ [841,294,870,303]
layout-quote-2-by: ಸತ್ಯ ಕುಮಾರ್, ಬಡಾವಣೆ ನಿವಾಸಿ [564,1176,639,1184]
guinness-caption: ಮೈಸೂರು ಜಿಲ್ಲೆಯ ಶಾಲಾ ವಿದ್ಯಾರ್ಥಿನಿಯರು ಗಿನ್ನಿಸ್ ದಾಖಲೆಯಲ್ಲಿ ಪಾಲ್ಗೊಂಡ ಹಿನ್ನೆಲೆಯಲ್ಲಿ ಪ್ರಮಾಣ ಪತ್ರ ವಿತರಿಸಲಾಯಿತು. [306,521,603,530]
races-title-1: ಮೈಸೂರು [682,570,723,585]
race-summary-value: : 3, 4, 5, 6 ಮತ್ತು 7 [716,822,770,830]
date-line: ಬುಧವಾರ 4 ಜುಲೈ 2018 [771,56,876,69]
guinness-headline: ವಿದ್ಯಾರ್ಥಿನಿಯರಿಗೆ ಗಿನ್ನಿಸ್ ದಾಖಲೆ ಪ್ರಮಾಣಪತ್ರ [306,378,643,404]
player-yellow [812,914,834,964]
race-entry [654,711,874,732]
cinema-cell: ರಾಜಕಮಲ್ [656,256,684,265]
cinema-cell: ಗುಲ್ಟೂ (ಕ) [777,256,804,265]
cinema-col-header: ಚಿತ್ರದ ಹೆಸರು [777,169,808,177]
